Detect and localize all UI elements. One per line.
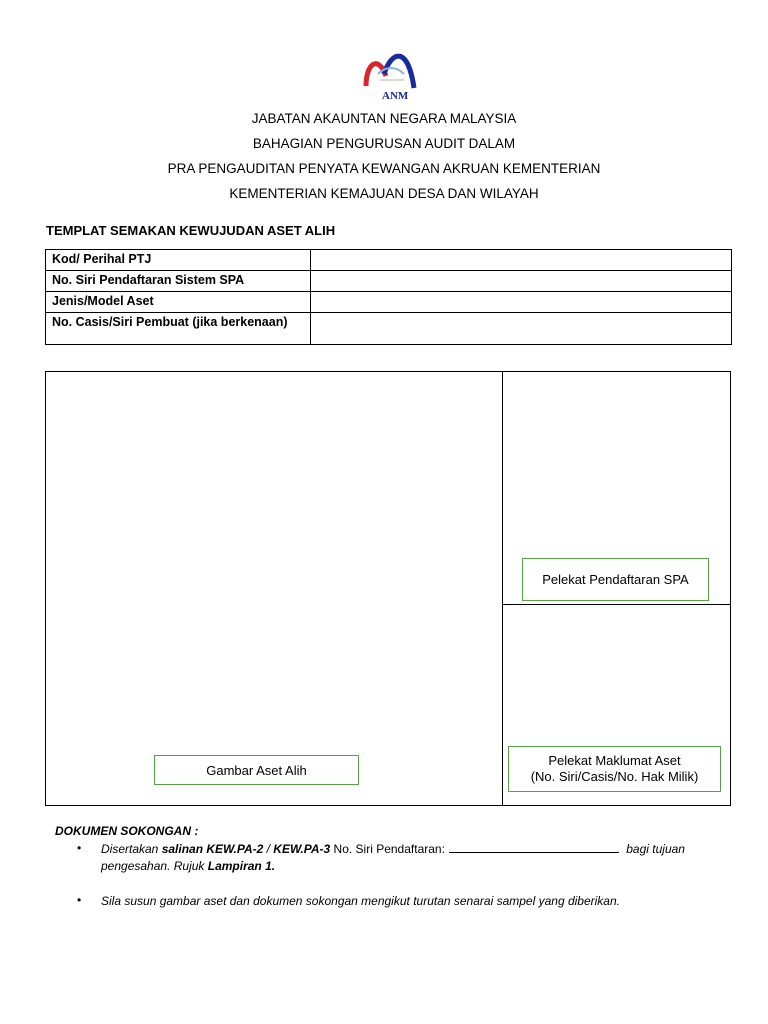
item1-pre: Disertakan	[101, 842, 162, 856]
row-label-jenis: Jenis/Model Aset	[46, 292, 311, 313]
table-row	[46, 313, 732, 345]
header-line-2: BAHAGIAN PENGURUSAN AUDIT DALAM	[252, 136, 516, 151]
frame-divider-vertical	[502, 371, 503, 806]
table-row	[46, 271, 732, 292]
bullet-2: •	[77, 893, 82, 907]
asset-info-label-2: (No. Siri/Casis/No. Hak Milik)	[530, 769, 699, 784]
item1-sep: /	[263, 842, 274, 856]
frame-divider-horizontal	[502, 604, 731, 605]
photo-label: Gambar Aset Alih	[206, 762, 307, 778]
header-line-1: JABATAN AKAUNTAN NEGARA MALAYSIA	[251, 111, 517, 126]
logo-text: ANM	[382, 90, 409, 102]
table-row	[46, 292, 732, 313]
item1-mid: No. Siri Pendaftaran:	[330, 842, 445, 856]
header-line-3: PRA PENGAUDITAN PENYATA KEWANGAN AKRUAN KEMENTERIAN	[167, 161, 601, 176]
row-value-no-siri[interactable]	[311, 271, 732, 292]
item1-post: bagi tujuan	[622, 842, 685, 856]
row-label-kod: Kod/ Perihal PTJ	[46, 250, 311, 271]
info-table	[45, 249, 732, 345]
item1-bold2: KEW.PA-3	[273, 842, 331, 856]
item1-bold1: salinan KEW.PA-2	[161, 842, 264, 856]
item1-line2-bold: Lampiran 1	[207, 859, 272, 873]
row-label-no-siri: No. Siri Pendaftaran Sistem SPA	[46, 271, 311, 292]
spa-sticker-box	[522, 558, 709, 601]
asset-info-sticker-box	[508, 746, 721, 792]
document-item-1-line2	[101, 859, 275, 873]
asset-info-label-1: Pelekat Maklumat Aset	[548, 753, 681, 768]
row-value-kod[interactable]	[311, 250, 732, 271]
bullet-1: •	[77, 841, 82, 855]
documents-heading: DOKUMEN SOKONGAN :	[55, 824, 199, 838]
document-item-1	[101, 842, 685, 856]
row-label-casis: No. Casis/Siri Pembuat (jika berkenaan)	[46, 313, 311, 345]
item1-line2-end: .	[271, 859, 276, 873]
row-value-jenis[interactable]	[311, 292, 732, 313]
row-value-casis[interactable]	[311, 313, 732, 345]
spa-sticker-label: Pelekat Pendaftaran SPA	[542, 572, 689, 587]
table-row	[46, 250, 732, 271]
header-line-4: KEMENTERIAN KEMAJUAN DESA DAN WILAYAH	[229, 186, 539, 201]
registration-number-blank[interactable]	[449, 852, 619, 853]
item1-line2-pre: pengesahan. Rujuk	[101, 859, 208, 873]
document-item-2: Sila susun gambar aset dan dokumen sokongan mengikut turutan senarai sampel yang diberikan.	[101, 894, 620, 908]
template-title: TEMPLAT SEMAKAN KEWUJUDAN ASET ALIH	[46, 223, 336, 238]
photo-label-box	[154, 755, 359, 785]
